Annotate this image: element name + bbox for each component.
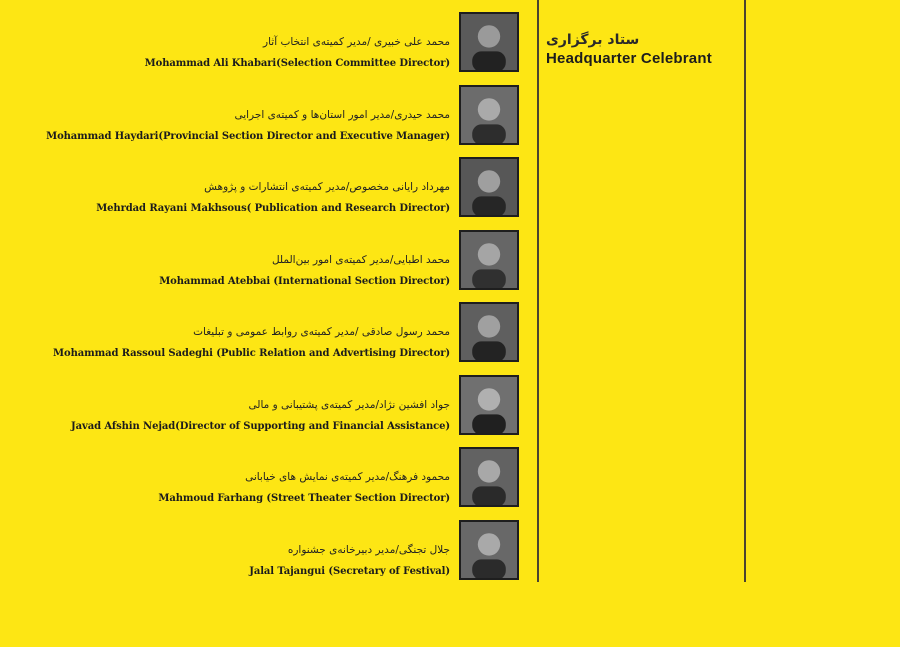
person-title-fa: مهرداد رایانی مخصوص/مدیر کمیته‌ی انتشارات و پژوهش	[204, 181, 450, 193]
person-title-fa: محمد علی خبیری /مدیر کمیته‌ی انتخاب آثار	[263, 36, 450, 48]
person-title-fa: محمد حیدری/مدیر امور استان‌ها و کمیته‌ی اجرایی	[234, 109, 450, 121]
person-title-en: Mahmoud Farhang (Street Theater Section Director)	[158, 493, 450, 504]
portrait-photo	[459, 230, 519, 290]
column-divider-right	[744, 0, 746, 582]
header-title-fa: ستاد برگزاری	[546, 32, 640, 48]
person-title-en: Mohammad Atebbai (International Section Director)	[159, 276, 450, 287]
person-title-fa: جلال تجنگی/مدیر دبیرخانه‌ی جشنواره	[287, 544, 450, 556]
section-header	[546, 32, 736, 67]
staff-row	[0, 230, 530, 294]
person-title-en: Mohammad Haydari(Provincial Section Director and Executive Manager)	[46, 131, 450, 142]
staff-row	[0, 375, 530, 439]
portrait-photo	[459, 157, 519, 217]
person-title-en: Mohammad Ali Khabari(Selection Committee Director)	[144, 58, 450, 69]
person-title-fa: محمد اطبایی/مدیر کمیته‌ی امور بین‌الملل	[271, 254, 450, 266]
column-divider-left	[537, 0, 539, 582]
portrait-photo	[459, 85, 519, 145]
person-title-en: Mohammad Rassoul Sadeghi (Public Relation and Advertising Director)	[53, 348, 450, 359]
staff-row	[0, 12, 530, 76]
person-title-en: Javad Afshin Nejad(Director of Supporting and Financial Assistance)	[71, 421, 450, 432]
header-title-en: Headquarter Celebrant	[546, 50, 712, 67]
person-title-fa: محمد رسول صادقی /مدیر کمیته‌ی روابط عمومی و تبلیغات	[193, 326, 450, 338]
person-title-fa: جواد افشین نژاد/مدیر کمیته‌ی پشتیبانی و مالی	[248, 399, 450, 411]
staff-row	[0, 447, 530, 511]
person-title-fa: محمود فرهنگ/مدیر کمیته‌ی نمایش های خیابانی	[245, 471, 450, 483]
portrait-photo	[459, 375, 519, 435]
portrait-photo	[459, 302, 519, 362]
staff-row	[0, 520, 530, 584]
person-title-en: Mehrdad Rayani Makhsous( Publication and Research Director)	[96, 203, 450, 214]
person-title-en: Jalal Tajangui (Secretary of Festival)	[249, 566, 450, 577]
portrait-photo	[459, 12, 519, 72]
portrait-photo	[459, 447, 519, 507]
staff-row	[0, 302, 530, 366]
staff-row	[0, 157, 530, 221]
staff-row	[0, 85, 530, 149]
portrait-photo	[459, 520, 519, 580]
